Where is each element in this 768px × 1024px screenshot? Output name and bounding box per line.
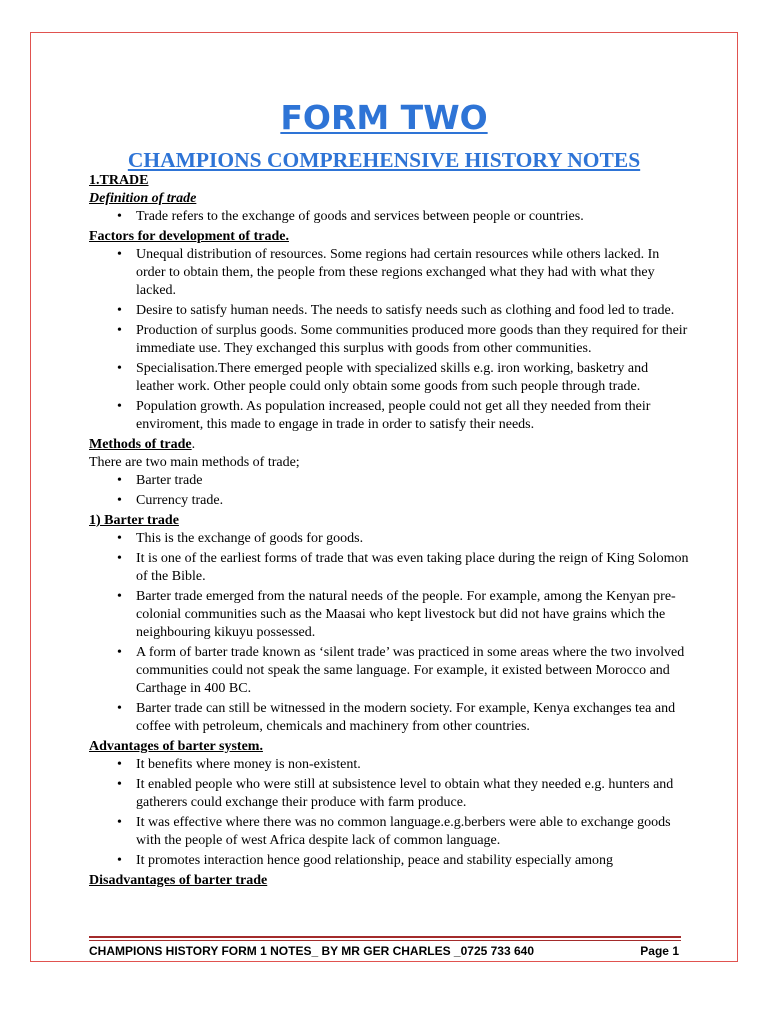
page-title: FORM TWO [280, 98, 488, 137]
methods-list [89, 472, 689, 510]
factors-list [89, 246, 689, 434]
list-item: • Unequal distribution of resources. Some regions had certain resources while others lacked. In order to obtain them, the people from these regions exchanged what they had with what they lacked. [89, 246, 689, 300]
list-item: • Barter trade emerged from the natural needs of the people. For example, among the Kenyan pre-colonial communities such as the Maasai who kept livestock but did not have grains which the neighbouring kikuyu possessed. [89, 588, 689, 642]
list-item: • It enabled people who were still at subsistence level to obtain what they needed e.g. hunters and gatherers could exchange their produce with farm produce. [89, 776, 689, 812]
page-number: Page 1 [640, 944, 679, 958]
subheading-disadvantages: Disadvantages of barter trade [89, 873, 268, 888]
list-item: • It promotes interaction hence good relationship, peace and stability especially among [89, 852, 689, 870]
list-item: • Population growth. As population increased, people could not get all they needed from their enviroment, this made to engage in trade in order to satisfy their needs. [89, 398, 689, 434]
barter-list [89, 530, 689, 736]
list-item: • A form of barter trade known as ‘silent trade’ was practiced in some areas where the two involved communities could not speak the same language. For example, it existed between Morocco and Carthage in 400 BC. [89, 644, 689, 698]
list-item: • Barter trade [89, 472, 689, 490]
list-item: • Specialisation.There emerged people with specialized skills e.g. iron working, basketry and leather work. Other people could only obtain some goods from such people through trade. [89, 360, 689, 396]
list-item: • Trade refers to the exchange of goods and services between people or countries. [89, 208, 689, 226]
definition-list [89, 208, 689, 226]
subheading-methods-line [89, 436, 689, 454]
list-item: • Production of surplus goods. Some communities produced more goods than they required for their immediate use. They exchanged this surplus with goods from other communities. [89, 322, 689, 358]
page-subtitle: CHAMPIONS COMPREHENSIVE HISTORY NOTES [127, 148, 641, 172]
subheading-factors: Factors for development of trade. [89, 229, 289, 244]
document-body [89, 172, 689, 890]
methods-intro: There are two main methods of trade; [89, 455, 300, 470]
list-item: • It is one of the earliest forms of trade that was even taking place during the reign of King Solomon of the Bible. [89, 550, 689, 586]
subheading-advantages: Advantages of barter system. [89, 739, 263, 754]
advantages-list [89, 756, 689, 870]
list-item: • Currency trade. [89, 492, 689, 510]
list-item: • Barter trade can still be witnessed in the modern society. For example, Kenya exchanges tea and coffee with petroleum, chemicals and machinery from other countries. [89, 700, 689, 736]
list-item: • It benefits where money is non-existent. [89, 756, 689, 774]
footer-text: CHAMPIONS HISTORY FORM 1 NOTES_ BY MR GER CHARLES _0725 733 640 [89, 944, 535, 958]
list-item: • It was effective where there was no common language.e.g.berbers were able to exchange goods with the people of west Africa despite lack of common language. [89, 814, 689, 850]
subheading-methods: Methods of trade [89, 437, 192, 452]
footer-rule-thin [89, 940, 681, 941]
subheading-definition: Definition of trade [89, 191, 197, 206]
methods-heading-suffix: . [191, 437, 196, 452]
list-item: • Desire to satisfy human needs. The needs to satisfy needs such as clothing and food led to trade. [89, 302, 689, 320]
list-item: • This is the exchange of goods for goods. [89, 530, 689, 548]
subheading-barter: 1) Barter trade [89, 513, 179, 528]
footer-rule-thick [89, 936, 681, 938]
section-heading-trade: 1.TRADE [89, 173, 149, 188]
